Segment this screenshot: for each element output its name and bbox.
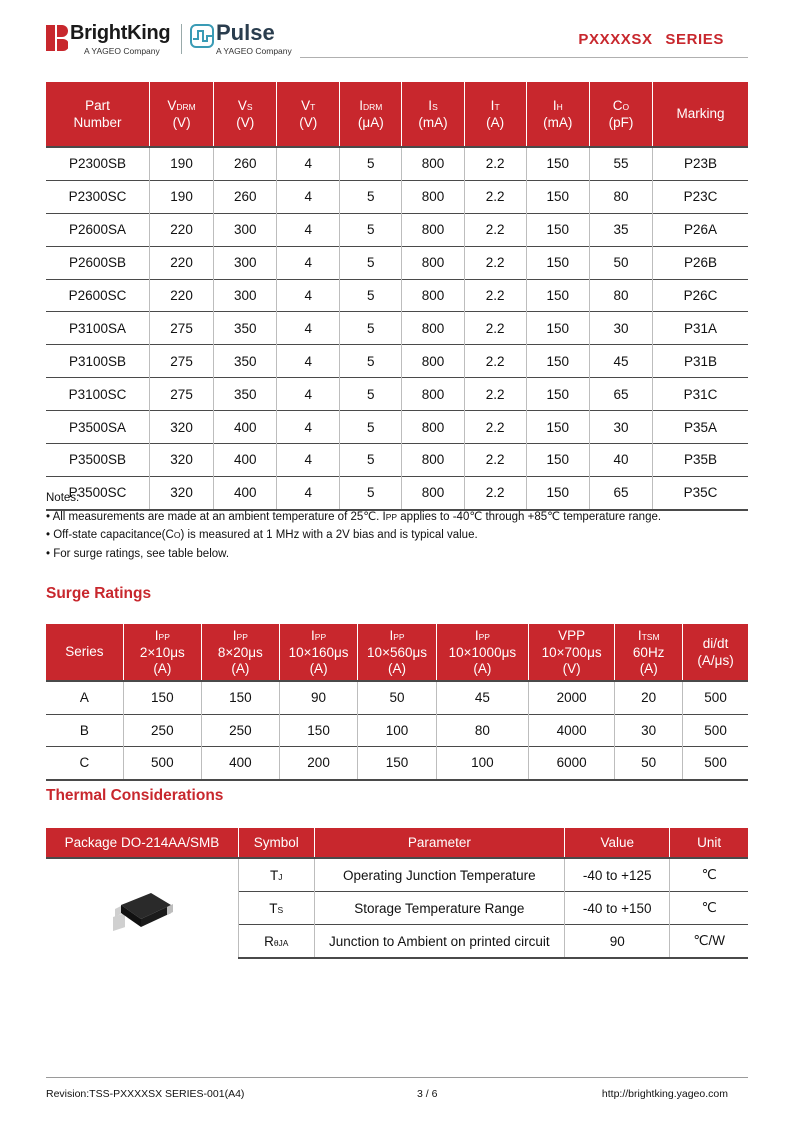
thermal-header-cell: Parameter bbox=[314, 828, 564, 858]
header-line: 10×700μs bbox=[541, 644, 602, 660]
symbol-cell: TJ bbox=[238, 858, 314, 892]
table-row bbox=[46, 279, 748, 312]
table-cell: 320 bbox=[149, 411, 213, 444]
table-cell: 100 bbox=[436, 747, 528, 780]
table-cell: P3100SA bbox=[46, 312, 149, 345]
table-cell: 320 bbox=[149, 444, 213, 477]
table-cell: 2.2 bbox=[464, 213, 526, 246]
header-unit: (A) bbox=[153, 660, 172, 676]
table-cell: 500 bbox=[683, 747, 748, 780]
table-cell: 50 bbox=[358, 681, 436, 714]
table-cell: P2300SC bbox=[46, 180, 149, 213]
header-line: Marking bbox=[676, 105, 725, 121]
table-cell: 260 bbox=[214, 147, 277, 180]
table-cell: 80 bbox=[589, 180, 652, 213]
table-row bbox=[46, 345, 748, 378]
table-cell: 400 bbox=[201, 747, 279, 780]
spec-header-cell bbox=[653, 82, 748, 147]
surge-header-cell bbox=[201, 624, 279, 681]
header-unit: (A) bbox=[639, 660, 658, 676]
series-title: PXXXXSX SERIES bbox=[578, 31, 724, 48]
header-unit: (A) bbox=[486, 114, 505, 130]
table-cell: 5 bbox=[340, 147, 402, 180]
table-cell: 2.2 bbox=[464, 147, 526, 180]
table-cell: A bbox=[46, 681, 123, 714]
table-cell: 40 bbox=[589, 444, 652, 477]
table-cell: 6000 bbox=[529, 747, 615, 780]
table-cell: 4 bbox=[277, 345, 340, 378]
table-cell: 2.2 bbox=[464, 444, 526, 477]
table-cell: 4000 bbox=[529, 714, 615, 747]
table-cell: 65 bbox=[589, 378, 652, 411]
spec-header-cell bbox=[214, 82, 277, 147]
table-cell: 220 bbox=[149, 246, 213, 279]
spec-header-cell bbox=[277, 82, 340, 147]
surge-header-cell bbox=[358, 624, 436, 681]
table-cell: 5 bbox=[340, 279, 402, 312]
value-cell: -40 to +150 bbox=[565, 892, 670, 925]
header-line: 8×20μs bbox=[217, 644, 263, 660]
brightking-mark-icon bbox=[46, 25, 68, 51]
parameter-cell: Junction to Ambient on printed circuit bbox=[314, 925, 564, 959]
header-line: IDRM bbox=[359, 97, 383, 113]
table-cell: 800 bbox=[402, 147, 464, 180]
table-cell: 45 bbox=[436, 681, 528, 714]
spec-table bbox=[46, 82, 748, 511]
table-row bbox=[46, 714, 748, 747]
table-row bbox=[46, 444, 748, 477]
header-line: Series bbox=[65, 644, 104, 659]
table-cell: 250 bbox=[123, 714, 201, 747]
table-cell: 350 bbox=[214, 378, 277, 411]
table-cell: 50 bbox=[615, 747, 683, 780]
table-cell: 30 bbox=[589, 411, 652, 444]
smb-package-icon bbox=[107, 883, 177, 931]
table-cell: 150 bbox=[201, 681, 279, 714]
table-cell: 800 bbox=[402, 180, 464, 213]
symbol-cell: TS bbox=[238, 892, 314, 925]
spec-header-cell bbox=[149, 82, 213, 147]
table-cell: 220 bbox=[149, 213, 213, 246]
header-line: 10×560μs bbox=[367, 644, 427, 660]
table-cell: 4 bbox=[277, 411, 340, 444]
surge-ratings-title: Surge Ratings bbox=[46, 585, 152, 602]
table-cell: 4 bbox=[277, 312, 340, 345]
table-cell: 5 bbox=[340, 378, 402, 411]
thermal-table bbox=[46, 828, 748, 959]
header-line: IT bbox=[490, 97, 500, 113]
header-line: 60Hz bbox=[632, 644, 665, 660]
table-cell: P2600SC bbox=[46, 279, 149, 312]
brightking-subtitle: A YAGEO Company bbox=[84, 46, 160, 56]
value-cell: 90 bbox=[565, 925, 670, 959]
table-row bbox=[46, 681, 748, 714]
header-unit: (A) bbox=[473, 660, 492, 676]
table-row bbox=[46, 180, 748, 213]
footer-page-number: 3 / 6 bbox=[417, 1088, 438, 1100]
table-cell: 150 bbox=[123, 681, 201, 714]
table-cell: P23C bbox=[653, 180, 748, 213]
table-cell: 2.2 bbox=[464, 411, 526, 444]
table-cell: 800 bbox=[402, 411, 464, 444]
header-line: ITSM bbox=[637, 627, 660, 643]
header-line: VS bbox=[237, 97, 253, 113]
header-line: VPP bbox=[558, 627, 586, 643]
table-row bbox=[46, 378, 748, 411]
unit-cell: ℃/W bbox=[670, 925, 748, 959]
header-unit: (mA) bbox=[418, 114, 448, 130]
parameter-cell: Storage Temperature Range bbox=[314, 892, 564, 925]
table-cell: 45 bbox=[589, 345, 652, 378]
notes bbox=[46, 489, 661, 563]
header-line: (A/μs) bbox=[697, 652, 734, 668]
header-unit: (A) bbox=[388, 660, 407, 676]
footer-revision: Revision:TSS-PXXXXSX SERIES-001(A4) bbox=[46, 1088, 245, 1100]
table-cell: 300 bbox=[214, 246, 277, 279]
table-cell: 350 bbox=[214, 312, 277, 345]
header-rule bbox=[300, 57, 748, 58]
header-line: di/dt bbox=[702, 635, 729, 651]
header-unit: Number bbox=[73, 114, 122, 130]
table-cell: P26B bbox=[653, 246, 748, 279]
table-cell: 2.2 bbox=[464, 378, 526, 411]
pulse-mark-icon bbox=[190, 24, 214, 48]
table-cell: 2.2 bbox=[464, 476, 526, 509]
header-unit: (V) bbox=[299, 114, 318, 130]
table-cell: 30 bbox=[589, 312, 652, 345]
spec-header-cell bbox=[526, 82, 589, 147]
table-cell: P2600SA bbox=[46, 213, 149, 246]
table-cell: 800 bbox=[402, 213, 464, 246]
brightking-name: BrightKing bbox=[70, 22, 171, 44]
table-cell: 150 bbox=[526, 476, 589, 509]
table-cell: 2000 bbox=[529, 681, 615, 714]
table-cell: 150 bbox=[526, 411, 589, 444]
table-cell: 5 bbox=[340, 246, 402, 279]
thermal-header-cell: Package DO-214AA/SMB bbox=[46, 828, 238, 858]
surge-header-cell bbox=[46, 624, 123, 681]
table-cell: 320 bbox=[149, 476, 213, 509]
logo-divider bbox=[181, 24, 182, 54]
table-cell: P35C bbox=[653, 476, 748, 509]
table-cell: 90 bbox=[279, 681, 357, 714]
table-cell: 2.2 bbox=[464, 279, 526, 312]
table-cell: P3500SC bbox=[46, 476, 149, 509]
table-cell: P26A bbox=[653, 213, 748, 246]
note-item: • For surge ratings, see table below. bbox=[46, 547, 230, 560]
table-cell: 150 bbox=[526, 213, 589, 246]
table-cell: 300 bbox=[214, 213, 277, 246]
table-cell: 2.2 bbox=[464, 312, 526, 345]
header-line: VT bbox=[301, 97, 316, 113]
spec-header-cell bbox=[46, 82, 149, 147]
table-cell: P2300SB bbox=[46, 147, 149, 180]
header-unit: (A) bbox=[309, 660, 328, 676]
table-cell: P31B bbox=[653, 345, 748, 378]
table-cell: 275 bbox=[149, 345, 213, 378]
table-cell: P3500SA bbox=[46, 411, 149, 444]
table-cell: 2.2 bbox=[464, 345, 526, 378]
table-cell: 150 bbox=[526, 312, 589, 345]
header-line: IPP bbox=[232, 627, 248, 643]
table-cell: 800 bbox=[402, 378, 464, 411]
table-cell: 20 bbox=[615, 681, 683, 714]
note-item: • All measurements are made at an ambient temperature of 25℃. IPP applies to -40℃ through +85℃ temperature range. bbox=[46, 510, 662, 523]
header-line: 2×10μs bbox=[139, 644, 185, 660]
table-cell: 500 bbox=[123, 747, 201, 780]
table-cell: 5 bbox=[340, 411, 402, 444]
table-cell: P35B bbox=[653, 444, 748, 477]
table-cell: 4 bbox=[277, 147, 340, 180]
page-header bbox=[0, 0, 794, 70]
table-row bbox=[46, 213, 748, 246]
table-cell: 5 bbox=[340, 476, 402, 509]
table-cell: 800 bbox=[402, 444, 464, 477]
table-cell: P3100SB bbox=[46, 345, 149, 378]
table-cell: P3500SB bbox=[46, 444, 149, 477]
table-cell: 100 bbox=[358, 714, 436, 747]
surge-header-cell bbox=[529, 624, 615, 681]
table-cell: 150 bbox=[526, 246, 589, 279]
table-cell: 4 bbox=[277, 180, 340, 213]
spec-header-cell bbox=[340, 82, 402, 147]
table-cell: B bbox=[46, 714, 123, 747]
surge-header-cell bbox=[436, 624, 528, 681]
table-cell: 150 bbox=[526, 147, 589, 180]
table-cell: P31A bbox=[653, 312, 748, 345]
thermal-title: Thermal Considerations bbox=[46, 787, 224, 804]
surge-header-cell bbox=[683, 624, 748, 681]
table-cell: 150 bbox=[526, 345, 589, 378]
table-cell: 500 bbox=[683, 714, 748, 747]
pulse-subtitle: A YAGEO Company bbox=[216, 46, 292, 56]
thermal-header-cell: Value bbox=[565, 828, 670, 858]
note-item: • Off-state capacitance(CO) is measured at 1 MHz with a 2V bias and is typical value. bbox=[46, 529, 478, 542]
table-cell: 190 bbox=[149, 180, 213, 213]
table-cell: 400 bbox=[214, 411, 277, 444]
table-cell: 400 bbox=[214, 476, 277, 509]
table-cell: 80 bbox=[589, 279, 652, 312]
table-cell: P23B bbox=[653, 147, 748, 180]
table-cell: 150 bbox=[279, 714, 357, 747]
table-cell: P35A bbox=[653, 411, 748, 444]
table-row bbox=[46, 747, 748, 780]
table-cell: P26C bbox=[653, 279, 748, 312]
table-cell: P3100SC bbox=[46, 378, 149, 411]
unit-cell: ℃ bbox=[670, 892, 748, 925]
table-cell: 150 bbox=[526, 444, 589, 477]
header-unit: (A) bbox=[231, 660, 250, 676]
table-cell: 800 bbox=[402, 312, 464, 345]
table-cell: 5 bbox=[340, 312, 402, 345]
table-cell: 4 bbox=[277, 279, 340, 312]
table-cell: 800 bbox=[402, 246, 464, 279]
header-unit: (V) bbox=[562, 660, 581, 676]
table-cell: 275 bbox=[149, 378, 213, 411]
header-unit: (μA) bbox=[357, 114, 384, 130]
footer-url: http://brightking.yageo.com bbox=[601, 1088, 728, 1100]
table-cell: 30 bbox=[615, 714, 683, 747]
thermal-header-cell: Unit bbox=[670, 828, 748, 858]
package-image-cell bbox=[46, 858, 238, 958]
table-cell: 65 bbox=[589, 476, 652, 509]
table-cell: C bbox=[46, 747, 123, 780]
table-cell: 350 bbox=[214, 345, 277, 378]
header-line: Part bbox=[85, 97, 110, 113]
header-line: IPP bbox=[311, 627, 327, 643]
table-cell: 150 bbox=[358, 747, 436, 780]
table-row bbox=[46, 411, 748, 444]
symbol-cell: RθJA bbox=[238, 925, 314, 959]
table-cell: 800 bbox=[402, 476, 464, 509]
table-cell: P2600SB bbox=[46, 246, 149, 279]
table-cell: 4 bbox=[277, 476, 340, 509]
header-line: 10×160μs bbox=[288, 644, 349, 660]
header-line: IH bbox=[552, 97, 563, 113]
surge-header-cell bbox=[123, 624, 201, 681]
table-cell: 55 bbox=[589, 147, 652, 180]
table-cell: 80 bbox=[436, 714, 528, 747]
table-cell: 2.2 bbox=[464, 246, 526, 279]
table-cell: 190 bbox=[149, 147, 213, 180]
table-cell: 800 bbox=[402, 279, 464, 312]
unit-cell: ℃ bbox=[670, 858, 748, 892]
table-cell: 275 bbox=[149, 312, 213, 345]
spec-header-cell bbox=[589, 82, 652, 147]
header-line: IPP bbox=[154, 627, 170, 643]
header-unit: (V) bbox=[172, 114, 191, 130]
surge-header-cell bbox=[615, 624, 683, 681]
table-row bbox=[46, 312, 748, 345]
table-cell: 800 bbox=[402, 345, 464, 378]
table-cell: 4 bbox=[277, 444, 340, 477]
footer-rule bbox=[46, 1077, 748, 1078]
thermal-header-cell: Symbol bbox=[238, 828, 314, 858]
header-unit: (V) bbox=[236, 114, 255, 130]
table-cell: 5 bbox=[340, 444, 402, 477]
header-line: VDRM bbox=[167, 97, 196, 113]
table-cell: 5 bbox=[340, 213, 402, 246]
spec-header-cell bbox=[464, 82, 526, 147]
table-cell: 35 bbox=[589, 213, 652, 246]
header-line: IPP bbox=[474, 627, 490, 643]
table-cell: 500 bbox=[683, 681, 748, 714]
table-cell: 50 bbox=[589, 246, 652, 279]
surge-table bbox=[46, 624, 748, 781]
parameter-cell: Operating Junction Temperature bbox=[314, 858, 564, 892]
table-cell: 4 bbox=[277, 246, 340, 279]
notes-title: Notes: bbox=[46, 492, 80, 504]
table-cell: 150 bbox=[526, 378, 589, 411]
header-unit: (pF) bbox=[608, 114, 634, 130]
table-cell: 200 bbox=[279, 747, 357, 780]
pulse-name: Pulse bbox=[216, 20, 275, 45]
spec-header-cell bbox=[402, 82, 464, 147]
table-cell: 400 bbox=[214, 444, 277, 477]
header-unit: (mA) bbox=[543, 114, 573, 130]
table-cell: 300 bbox=[214, 279, 277, 312]
table-cell: 260 bbox=[214, 180, 277, 213]
table-cell: 220 bbox=[149, 279, 213, 312]
table-cell: 5 bbox=[340, 345, 402, 378]
table-cell: P31C bbox=[653, 378, 748, 411]
value-cell: -40 to +125 bbox=[565, 858, 670, 892]
header-line: CO bbox=[612, 97, 630, 113]
table-row bbox=[46, 147, 748, 180]
table-cell: 150 bbox=[526, 180, 589, 213]
table-row bbox=[46, 858, 748, 892]
table-cell: 4 bbox=[277, 378, 340, 411]
table-cell: 5 bbox=[340, 180, 402, 213]
table-cell: 250 bbox=[201, 714, 279, 747]
table-cell: 4 bbox=[277, 213, 340, 246]
table-row bbox=[46, 246, 748, 279]
header-line: IPP bbox=[389, 627, 405, 643]
header-line: 10×1000μs bbox=[448, 644, 517, 660]
table-cell: 2.2 bbox=[464, 180, 526, 213]
surge-header-cell bbox=[279, 624, 357, 681]
header-line: IS bbox=[428, 97, 438, 113]
table-cell: 150 bbox=[526, 279, 589, 312]
